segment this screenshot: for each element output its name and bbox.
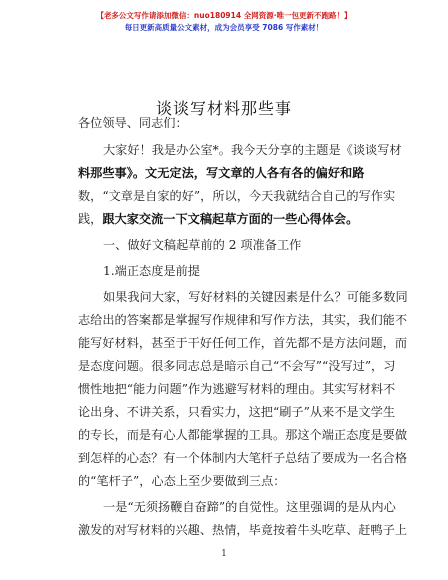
paragraph-3-line-1: 一是“无须扬鞭自奋蹄”的自觉性。这里强调的是从内心 [103,500,396,514]
paragraph-2-line-7: 的专长，而是有心人都能掌握的工具。那这个端正态度是要做 [78,428,408,442]
salutation: 各位领导、同志们： [78,116,188,130]
paragraph-2-line-3: 能写好材料，甚至于干好任何工作，首先都不是方法问题，而 [78,336,408,350]
header-banner-subtitle: 每日更新高质量公文素材，成为会员享受 7086 写作素材！ [124,23,324,32]
section-heading-1: 一、做好文稿起草前的 2 项准备工作 [103,238,302,252]
paragraph-1-line-4-bold: 跟大家交流一下文稿起草方面的一些心得体会。 [102,212,359,226]
paragraph-1-line-4-plain: 践， [78,212,103,226]
subsection-heading-1: 1.端正态度是前提 [103,264,200,278]
paragraph-3-line-2: 激发的对写材料的兴趣、热情，毕竟按着牛头吃草、赶鸭子上 [78,523,408,537]
paragraph-1-line-4 [78,208,358,231]
document-title: 谈谈写材料那些事 [155,99,292,118]
paragraph-1-line-1: 大家好！我是办公室*。我今天分享的主题是《谈谈写材 [103,143,402,157]
page-number: 1 [221,549,227,559]
paragraph-2-line-5: 惯性地把“能力问题”作为逃避写材料的理由。其实写材料不 [78,382,396,396]
paragraph-2-line-4: 是态度问题。很多同志总是暗示自己“不会写”“没写过”，习 [78,359,396,373]
paragraph-2-line-1: 如果我问大家，写好材料的关键因素是什么？可能多数同 [103,290,408,304]
header-banner-promo: 【老多公文写作请添加微信：nuo180914 全网资源·唯一包更新不跑路！】 [96,11,352,20]
paragraph-2-line-2: 志给出的答案都是掌握写作规律和写作方法，其实，我们能不 [78,313,408,327]
paragraph-1-line-2: 料那些事》。文无定法，写文章的人各有各的偏好和路 [78,166,365,180]
paragraph-2-line-8: 到怎样的心态？有一个体制内大笔杆子总结了要成为一名合格 [78,451,408,465]
paragraph-1-line-3: 数，“文章是自家的好”，所以，今天我就结合自己的写作实 [78,189,396,203]
paragraph-2-line-6: 论出身、不讲关系，只看实力，这把“刷子”从来不是文学生 [78,405,396,419]
paragraph-2-line-9: 的“笔杆子”，心态上至少要做到三点： [78,474,286,488]
